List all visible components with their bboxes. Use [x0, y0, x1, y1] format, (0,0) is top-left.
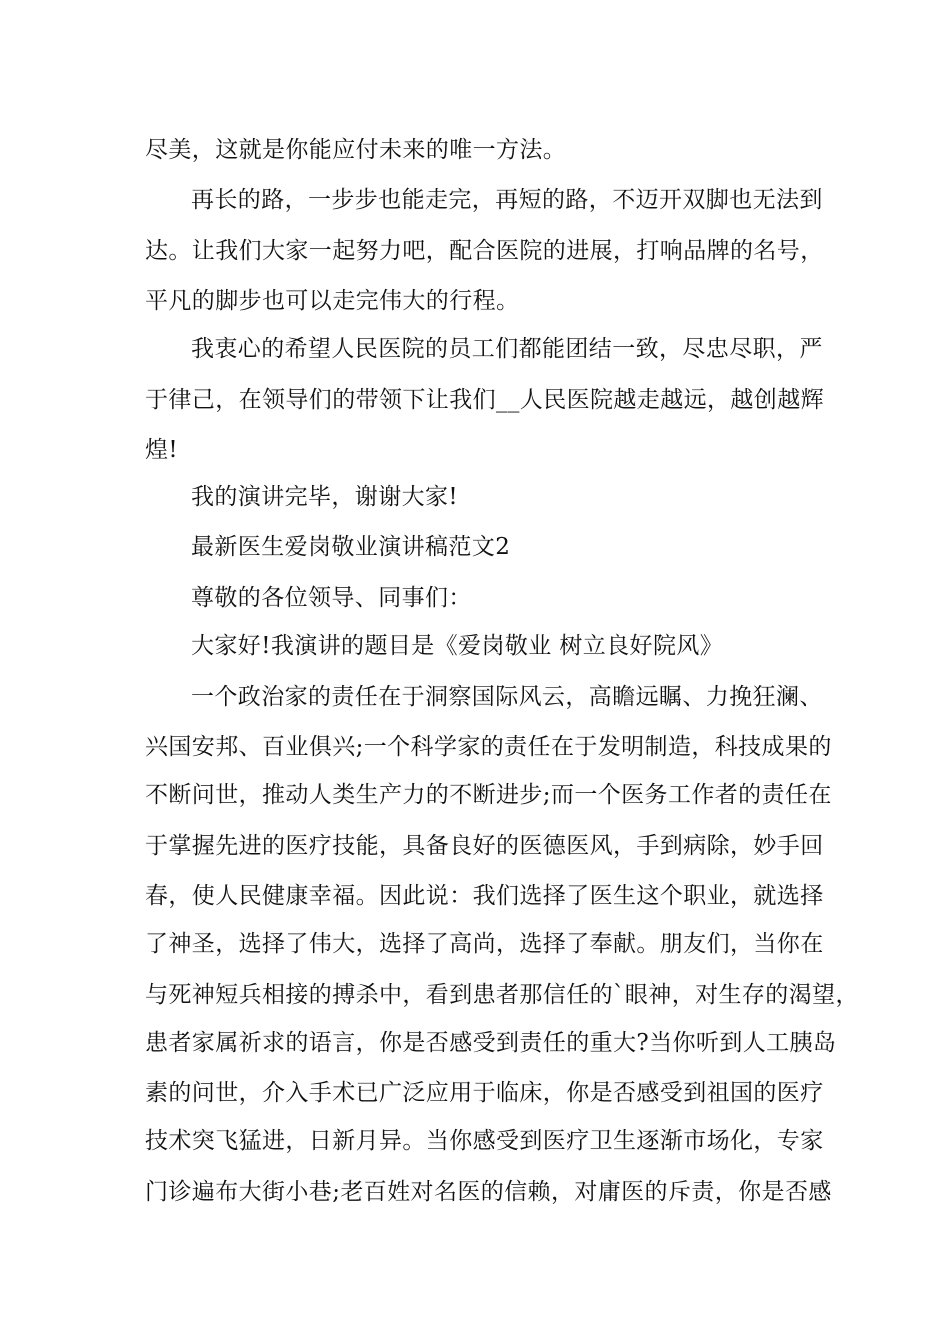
text-line: 门诊遍布大街小巷;老百姓对名医的信赖，对庸医的斥责，你是否感: [145, 1179, 832, 1205]
text-line: 技术突飞猛进，日新月异。当你感受到医疗卫生逐渐市场化，专家: [145, 1128, 824, 1154]
text-line: 煌!: [145, 437, 179, 463]
text-line: 于律己，在领导们的带领下让我们__人民医院越走越远，越创越辉: [145, 387, 824, 413]
text-line: 患者家属祈求的语言，你是否感受到责任的重大?当你听到人工胰岛: [145, 1030, 837, 1056]
text-line: 与死神短兵相接的搏杀中，看到患者那信任的`眼神，对生存的渴望，: [145, 982, 859, 1008]
text-line: 最新医生爱岗敬业演讲稿范文2: [191, 534, 511, 560]
text-line: 了神圣，选择了伟大，选择了高尚，选择了奉献。朋友们，当你在: [145, 931, 824, 957]
text-line: 达。让我们大家一起努力吧，配合医院的进展，打响品牌的名号，: [145, 238, 824, 264]
text-line: 我衷心的希望人民医院的员工们都能团结一致，尽忠尽职，严: [191, 336, 823, 362]
text-line: 尊敬的各位领导、同事们：: [191, 585, 472, 611]
text-line: 我的演讲完毕，谢谢大家!: [191, 484, 459, 510]
text-line: 素的问世，介入手术已广泛应用于临床，你是否感受到祖国的医疗: [145, 1080, 824, 1106]
text-line: 再长的路，一步步也能走完，再短的路，不迈开双脚也无法到: [191, 187, 823, 213]
text-line: 于掌握先进的医疗技能，具备良好的医德医风，手到病除，妙手回: [145, 833, 824, 859]
text-line: 春，使人民健康幸福。因此说：我们选择了医生这个职业，就选择: [145, 883, 824, 909]
text-line: 大家好!我演讲的题目是《爱岗敬业 树立良好院风》: [191, 633, 724, 659]
text-line: 一个政治家的责任在于洞察国际风云，高瞻远瞩、力挽狂澜、: [191, 684, 823, 710]
text-line: 兴国安邦、百业俱兴;一个科学家的责任在于发明制造，科技成果的: [145, 734, 832, 760]
text-line: 不断问世，推动人类生产力的不断进步;而一个医务工作者的责任在: [145, 782, 832, 808]
text-line: 尽美，这就是你能应付未来的唯一方法。: [145, 137, 567, 163]
text-line: 平凡的脚步也可以走完伟大的行程。: [145, 288, 520, 314]
